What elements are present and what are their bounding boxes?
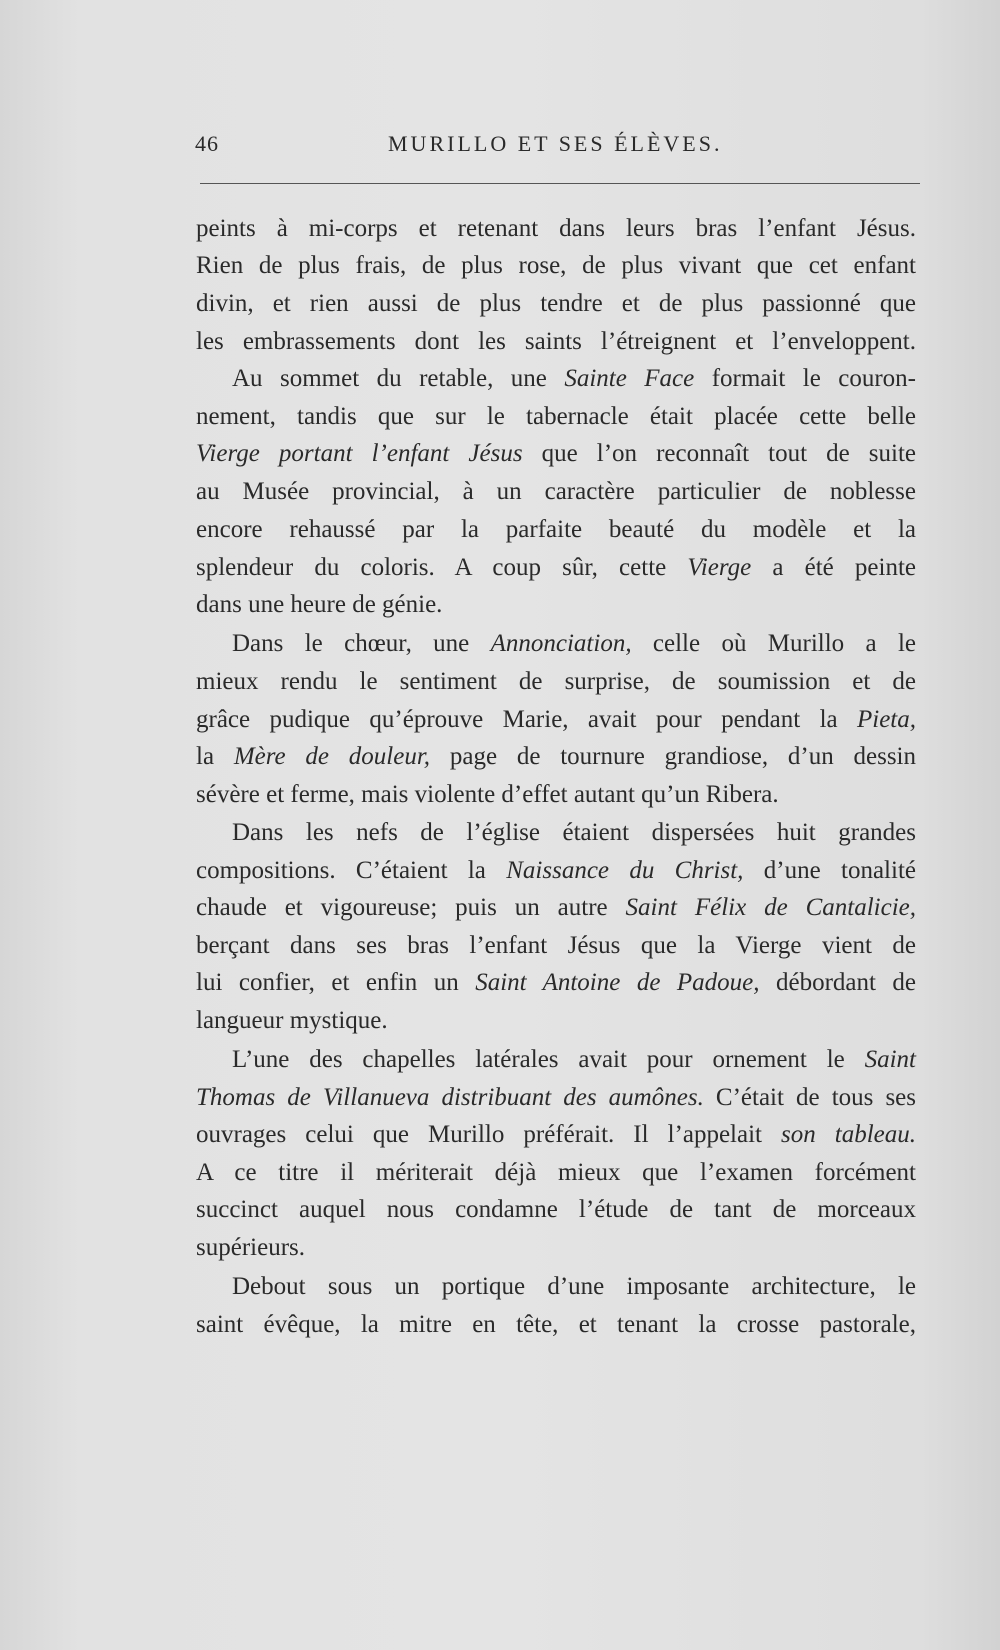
text-line [196,1233,916,1263]
italic-title-text: Saint Antoine de Padoue, [475,969,760,996]
italic-title-text: Saint [864,1046,916,1073]
running-title: MURILLO ET SES ÉLÈVES. [388,131,723,156]
italic-title-text: Vierge [687,554,752,581]
text-run: celle où Murillo a le [631,630,916,657]
text-run: divin, et rien aussi de plus tendre et de plus passionné que [196,290,916,317]
text-line [232,818,916,848]
text-run: supérieurs. [196,1234,305,1261]
text-run: Rien de plus frais, de plus rose, de plus vivant que cet enfant [196,252,916,279]
text-line [196,327,916,357]
text-line [196,251,916,281]
text-line [196,931,916,961]
text-run: compositions. C’étaient la [196,857,507,884]
text-line [196,214,916,244]
italic-title-text: Thomas de Villanueva distribuant des aumônes. [196,1084,704,1111]
text-line [232,1045,916,1075]
text-run: ouvrages celui que Murillo préférait. Il l’appelait [196,1121,782,1148]
text-run: débordant de [759,969,917,996]
text-run: chaude et vigoureuse; puis un autre [196,894,626,921]
text-run: formait le couron- [694,365,916,392]
text-line [196,477,916,507]
text-line [232,629,916,659]
text-run: nement, tandis que sur le tabernacle était placée cette belle [196,403,916,430]
text-line [196,1158,916,1188]
text-run: L’une des chapelles latérales avait pour ornement le [232,1046,865,1073]
text-line [196,1006,916,1036]
italic-title-text: Annonciation, [490,630,632,657]
text-line [196,402,916,432]
text-run: encore rehaussé par la parfaite beauté du modèle et la [196,516,916,543]
text-run: splendeur du coloris. A coup sûr, cette [196,554,688,581]
text-run: mieux rendu le sentiment de surprise, de soumission et de [196,668,916,695]
header-rule [200,183,920,184]
text-run: d’une tonalité [743,857,916,884]
text-line [196,289,916,319]
text-line [196,968,916,998]
text-run: C’était de tous ses [703,1084,916,1111]
text-line [196,1310,916,1340]
text-line [196,439,916,469]
text-line [196,553,916,583]
text-line [196,1083,916,1113]
italic-title-text: Vierge portant l’enfant Jésus [196,440,523,467]
text-line [232,364,916,394]
text-line [196,1120,916,1150]
text-run: au Musée provincial, à un caractère particulier de noblesse [196,478,916,505]
text-run: grâce pudique qu’éprouve Marie, avait pour pendant la [196,706,857,733]
text-line [196,590,916,620]
text-line [196,856,916,886]
text-run: succinct auquel nous condamne l’étude de tant de morceaux [196,1196,916,1223]
text-line [232,1272,916,1302]
text-run: Dans le chœur, une [232,630,491,657]
page-number: 46 [195,131,219,156]
text-line [196,515,916,545]
text-run: A ce titre il mériterait déjà mieux que l’examen forcément [196,1159,916,1186]
text-run: Dans les nefs de l’église étaient dispersées huit grandes [232,819,916,846]
text-run: saint évêque, la mitre en tête, et tenant la crosse pastorale, [196,1311,916,1338]
italic-title-text: Naissance du Christ, [506,857,744,884]
text-run: Au sommet du retable, une [232,365,565,392]
text-run: peints à mi-corps et retenant dans leurs bras l’enfant Jésus. [196,215,916,242]
text-run: a été peinte [751,554,917,581]
italic-title-text: Pieta, [856,706,916,733]
text-run: dans une heure de génie. [196,591,443,618]
text-line [196,893,916,923]
italic-title-text: Mère de douleur, [233,743,431,770]
text-run: langueur mystique. [196,1007,388,1034]
text-line [196,667,916,697]
text-run: lui confier, et enfin un [196,969,476,996]
text-line [196,780,916,810]
text-run: la [196,743,234,770]
text-line [196,705,916,735]
text-run: Debout sous un portique d’une imposante architecture, le [232,1273,916,1300]
italic-title-text: Saint Félix de Cantalicie, [625,894,917,921]
text-run: les embrassements dont les saints l’étreignent et l’enveloppent. [196,328,916,355]
text-run: berçant dans ses bras l’enfant Jésus que la Vierge vient de [196,932,916,959]
italic-title-text: son tableau. [781,1121,916,1148]
text-run: page de tournure grandiose, d’un dessin [430,743,916,770]
text-run: sévère et ferme, mais violente d’effet autant qu’un Ribera. [196,781,779,808]
text-run: que l’on reconnaît tout de suite [522,440,916,467]
text-line [196,742,916,772]
text-line [196,1195,916,1225]
italic-title-text: Sainte Face [564,365,695,392]
